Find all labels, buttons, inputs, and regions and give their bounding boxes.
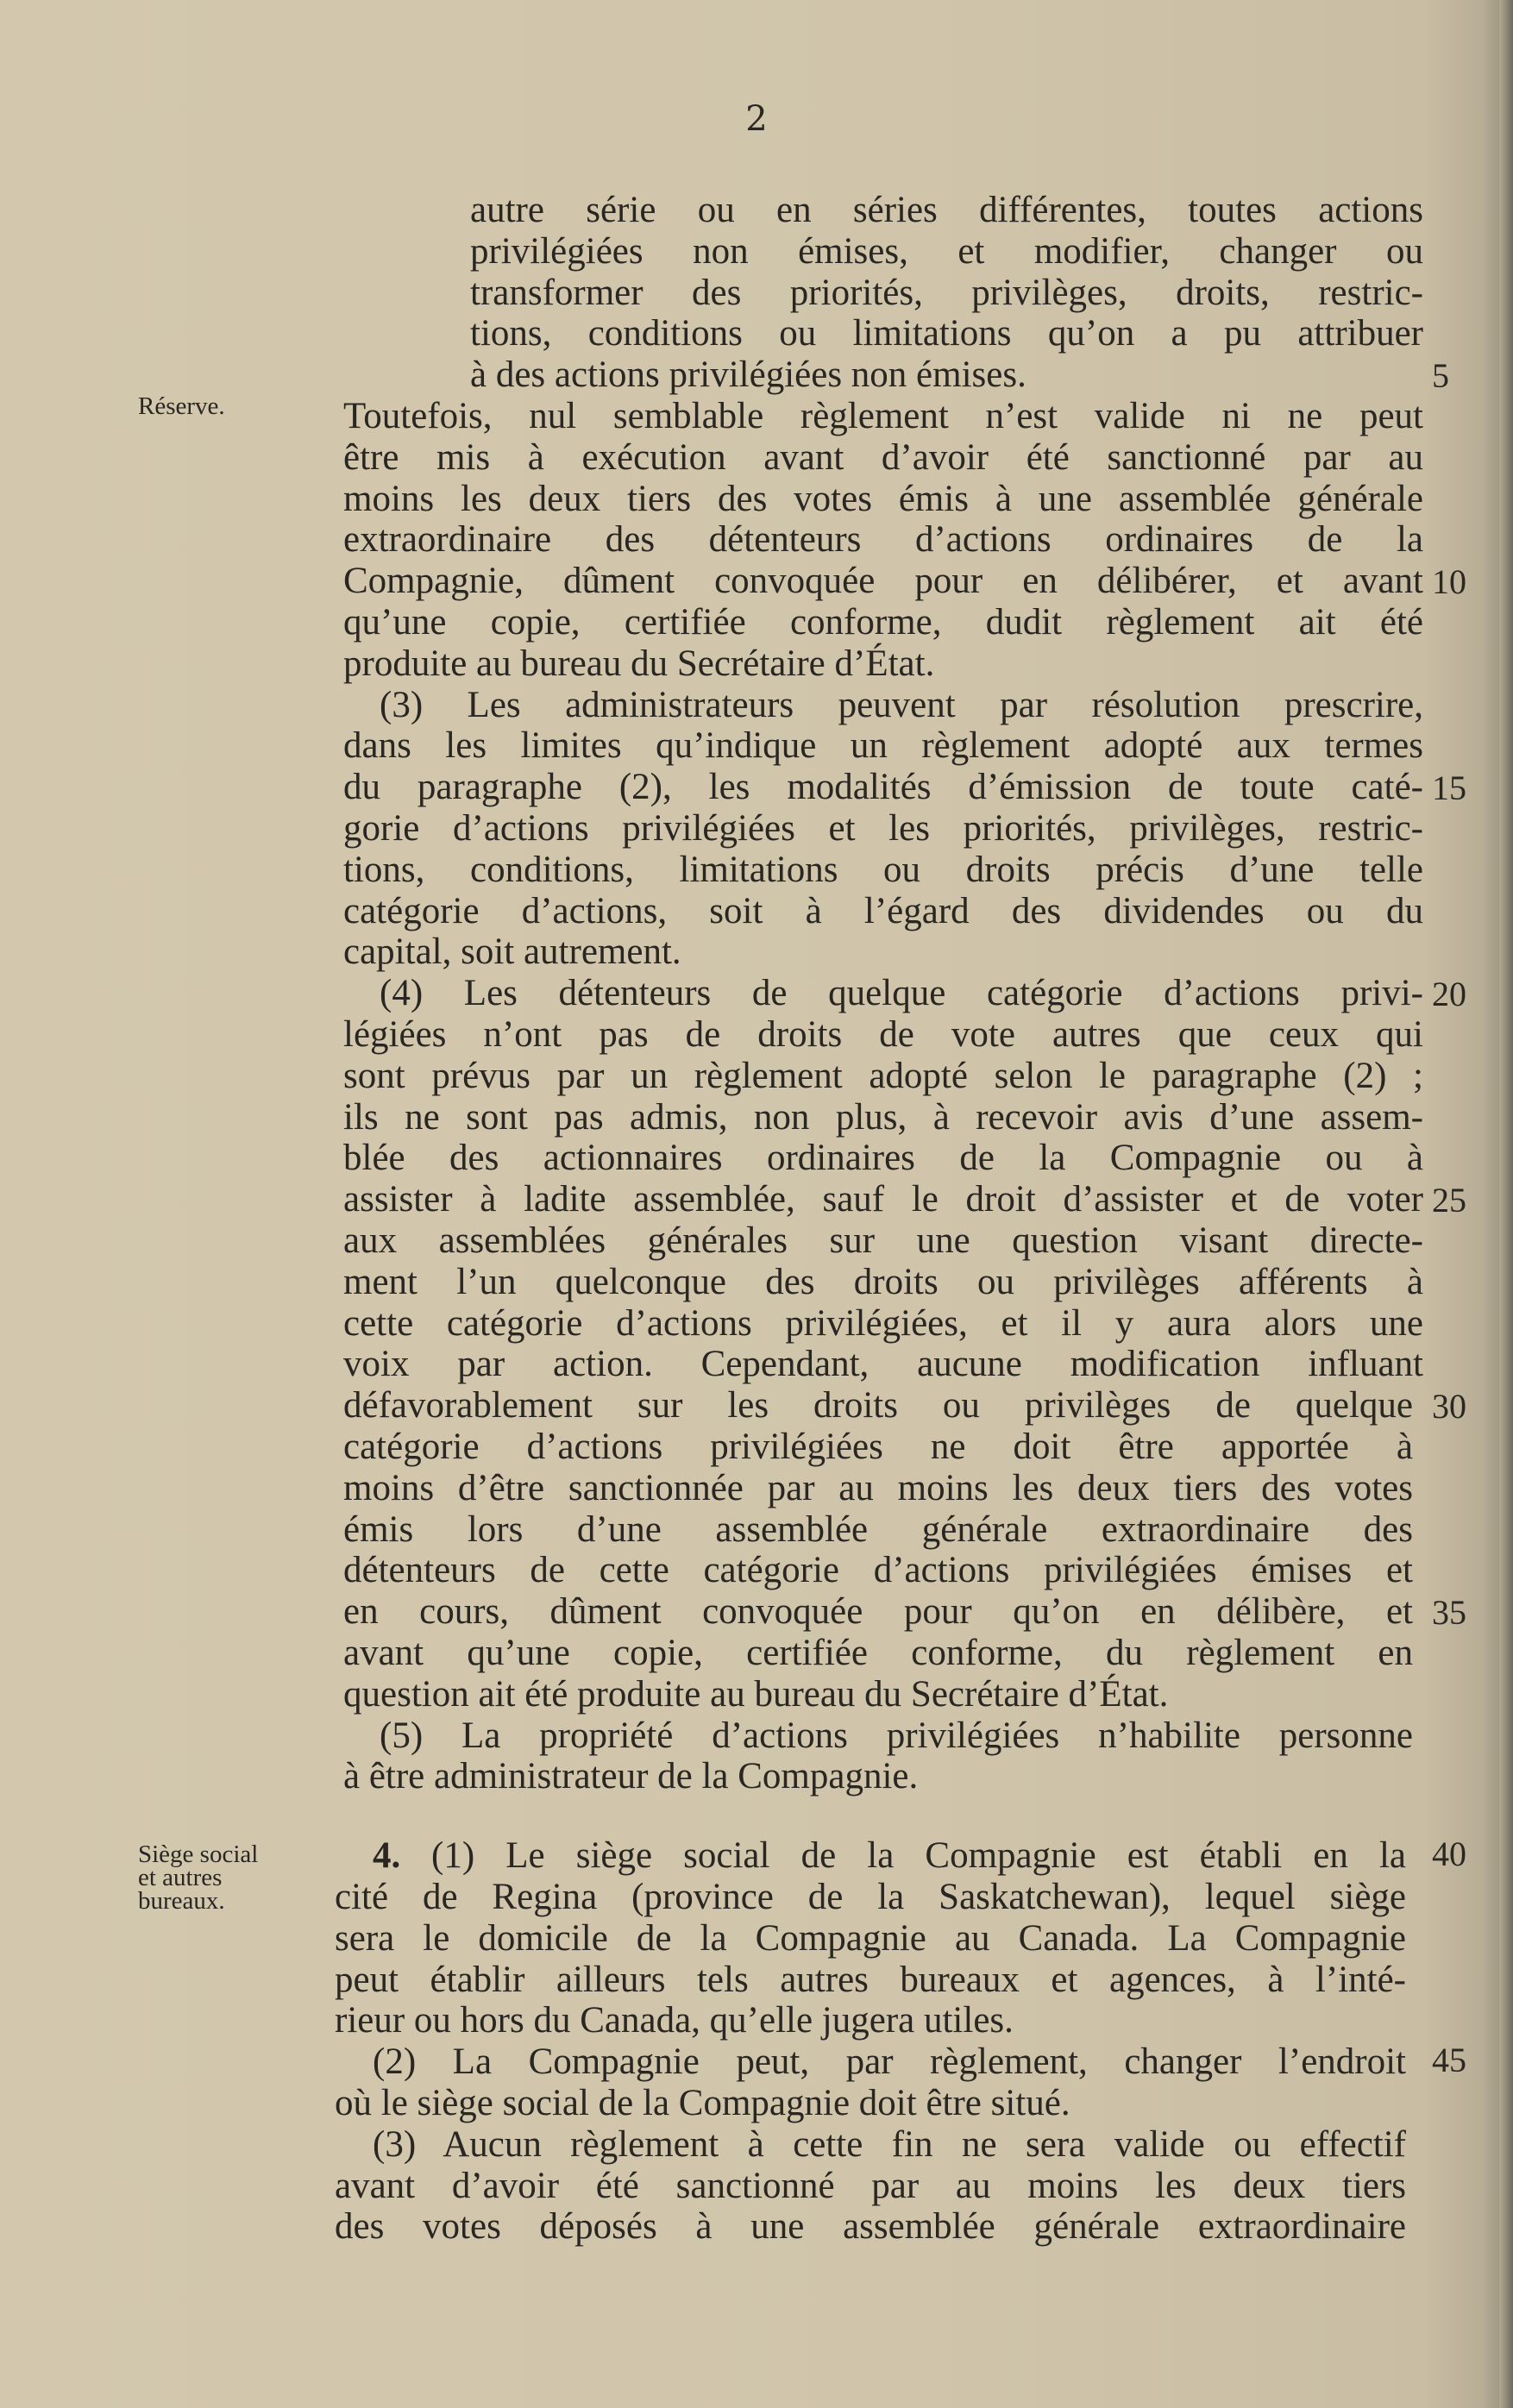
text-line: avant d’avoir été sanctionné par au moins les deux tiers: [335, 2166, 1406, 2206]
text-line: tions, conditions ou limitations qu’on a pu attribuer: [470, 313, 1423, 354]
text-line: privilégiées non émises, et modifier, changer ou: [470, 231, 1423, 272]
text-line: transformer des priorités, privilèges, droits, restric-: [470, 273, 1423, 313]
section-number: 4.: [373, 1835, 401, 1876]
text-line: catégorie d’actions, soit à l’égard des dividendes ou du: [343, 891, 1423, 931]
margin-note-siege-line-1: Siège social: [138, 1840, 259, 1868]
margin-note-reserve: Réserve.: [138, 392, 225, 420]
text-line: légiées n’ont pas de droits de vote autres que ceux qui: [343, 1014, 1423, 1055]
text-line: Compagnie, dûment convoquée pour en délibérer, et avant: [343, 561, 1423, 601]
text-line: voix par action. Cependant, aucune modification influant: [343, 1344, 1423, 1384]
text-line: à être administrateur de la Compagnie.: [343, 1756, 919, 1797]
line-number: 20: [1432, 975, 1466, 1013]
text-line: peut établir ailleurs tels autres bureaux et agences, à l’inté-: [335, 1960, 1406, 2000]
text-line: capital, soit autrement.: [343, 931, 681, 972]
text-line: rieur ou hors du Canada, qu’elle jugera utiles.: [335, 2000, 1014, 2041]
text-line: catégorie d’actions privilégiées ne doit être apportée à: [343, 1427, 1413, 1467]
margin-note-siege-line-2: et autres: [138, 1864, 223, 1891]
text-line: aux assemblées générales sur une question visant directe-: [343, 1220, 1423, 1261]
text-line: des votes déposés à une assemblée générale extraordinaire: [335, 2206, 1406, 2247]
text-line: question ait été produite au bureau du Secrétaire d’État.: [343, 1674, 1169, 1715]
text-line: moins les deux tiers des votes émis à une assemblée générale: [343, 479, 1423, 519]
text-line: détenteurs de cette catégorie d’actions privilégiées émises et: [343, 1550, 1413, 1590]
text-line: émis lors d’une assemblée générale extraordinaire des: [343, 1509, 1413, 1550]
text-line: sera le domicile de la Compagnie au Canada. La Compagnie: [335, 1918, 1406, 1959]
page-edge-shadow: [1499, 0, 1513, 2408]
text-line: dans les limites qu’indique un règlement adopté aux termes: [343, 725, 1423, 766]
text-line: qu’une copie, certifiée conforme, dudit règlement ait été: [343, 602, 1423, 643]
text-line: en cours, dûment convoquée pour qu’on en délibère, et: [343, 1591, 1413, 1632]
text-line: (3) Les administrateurs peuvent par résolution prescrire,: [380, 685, 1423, 725]
text-line: où le siège social de la Compagnie doit être situé.: [335, 2083, 1070, 2123]
text-line: (4) Les détenteurs de quelque catégorie d’actions privi-: [380, 973, 1423, 1013]
line-number: 25: [1432, 1181, 1466, 1220]
text-line: sont prévus par un règlement adopté selon le paragraphe (2) ;: [343, 1056, 1423, 1096]
text-line: du paragraphe (2), les modalités d’émission de toute caté-: [343, 767, 1423, 807]
line-number: 45: [1432, 2041, 1466, 2079]
text-line: tions, conditions, limitations ou droits précis d’une telle: [343, 850, 1423, 890]
text-line: avant qu’une copie, certifiée conforme, du règlement en: [343, 1633, 1413, 1673]
page-number: 2: [745, 99, 768, 139]
text-line: Toutefois, nul semblable règlement n’est valide ni ne peut: [343, 396, 1423, 436]
text-line: moins d’être sanctionnée par au moins les deux tiers des votes: [343, 1468, 1413, 1508]
text-line: blée des actionnaires ordinaires de la Compagnie ou à: [343, 1138, 1423, 1178]
text-line: produite au bureau du Secrétaire d’État.: [343, 643, 935, 684]
text-line: défavorablement sur les droits ou privilèges de quelque: [343, 1385, 1413, 1426]
text-line: extraordinaire des détenteurs d’actions ordinaires de la: [343, 519, 1423, 560]
text-line: assister à ladite assemblée, sauf le droit d’assister et de voter: [343, 1179, 1423, 1220]
line-number: 5: [1432, 356, 1449, 395]
text-line: cette catégorie d’actions privilégiées, et il y aura alors une: [343, 1303, 1423, 1344]
text-line: autre série ou en séries différentes, toutes actions: [470, 190, 1423, 230]
text-line: à des actions privilégiées non émises.: [470, 354, 1026, 395]
text-line: (1) Le siège social de la Compagnie est établi en la: [431, 1835, 1406, 1876]
text-line: (3) Aucun règlement à cette fin ne sera valide ou effectif: [373, 2124, 1406, 2165]
text-line: (5) La propriété d’actions privilégiées n’habilite personne: [380, 1715, 1413, 1756]
text-line: être mis à exécution avant d’avoir été sanctionné par au: [343, 437, 1423, 478]
text-line: cité de Regina (province de la Saskatchewan), lequel siège: [335, 1877, 1406, 1917]
text-line: (2) La Compagnie peut, par règlement, changer l’endroit: [373, 2041, 1406, 2082]
line-number: 15: [1432, 768, 1466, 807]
text-line: ils ne sont pas admis, non plus, à recevoir avis d’une assem-: [343, 1097, 1423, 1138]
text-line: gorie d’actions privilégiées et les priorités, privilèges, restric-: [343, 808, 1423, 849]
text-line: ment l’un quelconque des droits ou privilèges afférents à: [343, 1262, 1423, 1302]
line-number: 40: [1432, 1834, 1466, 1873]
line-number: 30: [1432, 1387, 1466, 1426]
line-number: 35: [1432, 1593, 1466, 1632]
margin-note-siege-line-3: bureaux.: [138, 1887, 225, 1915]
line-number: 10: [1432, 562, 1466, 601]
